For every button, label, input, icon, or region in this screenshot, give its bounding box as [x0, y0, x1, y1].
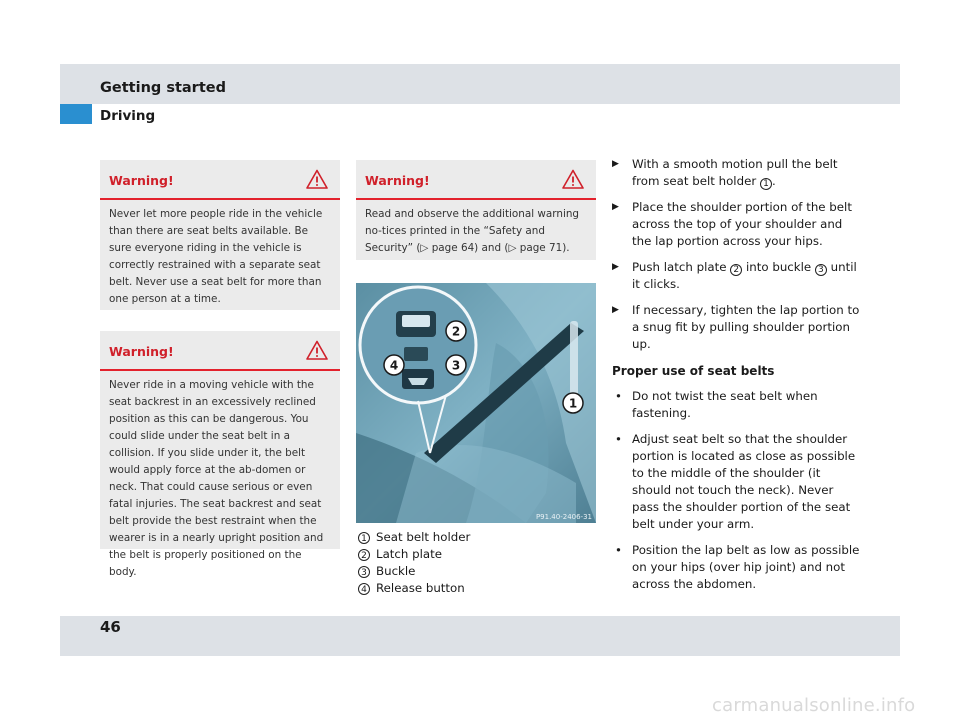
watermark: carmanualsonline.info	[712, 695, 916, 716]
callout-2-label: 2	[451, 324, 461, 339]
warning-header	[100, 160, 340, 200]
callout-1-label: 1	[568, 396, 578, 411]
figure-code: P91.40-2406-31	[535, 513, 592, 521]
arrow-icon: ▶	[612, 202, 619, 212]
step-item: ▶ If necessary, tighten the lap portion to a snug fit by pulling shoulder portion up.	[612, 303, 860, 351]
arrow-icon: ▶	[612, 305, 619, 315]
callout-4-label: 4	[389, 358, 399, 373]
legend-label: Seat belt holder	[376, 530, 471, 544]
figure-legend	[358, 529, 470, 597]
page-number: 46	[100, 618, 121, 636]
legend-item	[358, 546, 470, 563]
number-badge: 1	[760, 178, 772, 190]
legend-label: Latch plate	[376, 547, 443, 561]
warning-triangle-icon	[306, 340, 328, 360]
legend-label: Release button	[376, 581, 465, 595]
warning-text: Never ride in a moving vehicle with the seat backrest in an excessively reclined position as this can be dangerous. You could slide under the seat belt in a collision. If you slide under it, the belt would apply force at the ab-domen or neck. That could cause serious or even fatal injuries. The seat backrest and seat belt provide the best restraint when the wearer is in a nearly upright position and the belt is properly positioned on the body.	[109, 379, 324, 578]
section-title: Getting started	[100, 80, 226, 96]
number-badge: 2	[730, 264, 742, 276]
number-badge: 3	[815, 264, 827, 276]
bullet-item: • Adjust seat belt so that the shoulder portion is located as close as possible to the middle of the shoulder (it should not touch the neck). Never pass the shoulder portion of the seat belt under your arm.	[615, 432, 856, 531]
number-badge: 4	[358, 583, 370, 595]
warning-text: Never let more people ride in the vehicle than there are seat belts available. Be sure everyone riding in the vehicle is correctly restrained with a separate seat belt. Never use a seat belt for more than one person at a time.	[109, 208, 323, 305]
legend-item	[358, 563, 470, 580]
warning-label: Warning!	[365, 173, 430, 188]
footer-band	[60, 616, 900, 656]
warning-triangle-icon	[306, 169, 328, 189]
bullet-item: • Do not twist the seat belt when fastening.	[615, 389, 818, 420]
step-item: ▶ With a smooth motion pull the belt from seat belt holder 1 .	[612, 157, 838, 189]
step-item: ▶ Push latch plate 2 into buckle 3 until it clicks.	[612, 260, 857, 291]
bullet-item: • Position the lap belt as low as possible on your hips (over hip joint) and not across the abdomen.	[615, 543, 860, 591]
legend-label: Buckle	[376, 564, 416, 578]
seat-belt-photo	[356, 283, 596, 523]
instruction-steps	[612, 156, 862, 353]
section-tab-marker	[60, 104, 92, 124]
section-subtitle: Driving	[100, 108, 156, 124]
number-badge: 1	[358, 532, 370, 544]
warning-label: Warning!	[109, 344, 174, 359]
warning-header	[356, 160, 596, 200]
warning-text: Read and observe the additional warning no-tices printed in the “Safety and Security” (▷ page 64) and (▷ page 71).	[365, 208, 580, 254]
warning-box-1	[100, 160, 340, 310]
number-badge: 3	[358, 566, 370, 578]
step-item: ▶ Place the shoulder portion of the belt across the top of your shoulder and the lap portion across your hips.	[612, 200, 852, 248]
warning-triangle-icon	[562, 169, 584, 189]
warning-box-3	[356, 160, 596, 260]
number-badge: 2	[358, 549, 370, 561]
proper-use-list	[612, 388, 862, 593]
warning-header	[100, 331, 340, 371]
bullet-dot: •	[615, 389, 622, 403]
callout-3-label: 3	[451, 358, 461, 373]
warning-box-2	[100, 331, 340, 578]
warning-label: Warning!	[109, 173, 174, 188]
proper-use-heading: Proper use of seat belts	[612, 364, 775, 378]
arrow-icon: ▶	[612, 159, 619, 169]
arrow-icon: ▶	[612, 262, 619, 272]
bullet-dot: •	[615, 432, 622, 446]
bullet-dot: •	[615, 543, 622, 557]
legend-item	[358, 529, 470, 546]
legend-item	[358, 580, 470, 597]
